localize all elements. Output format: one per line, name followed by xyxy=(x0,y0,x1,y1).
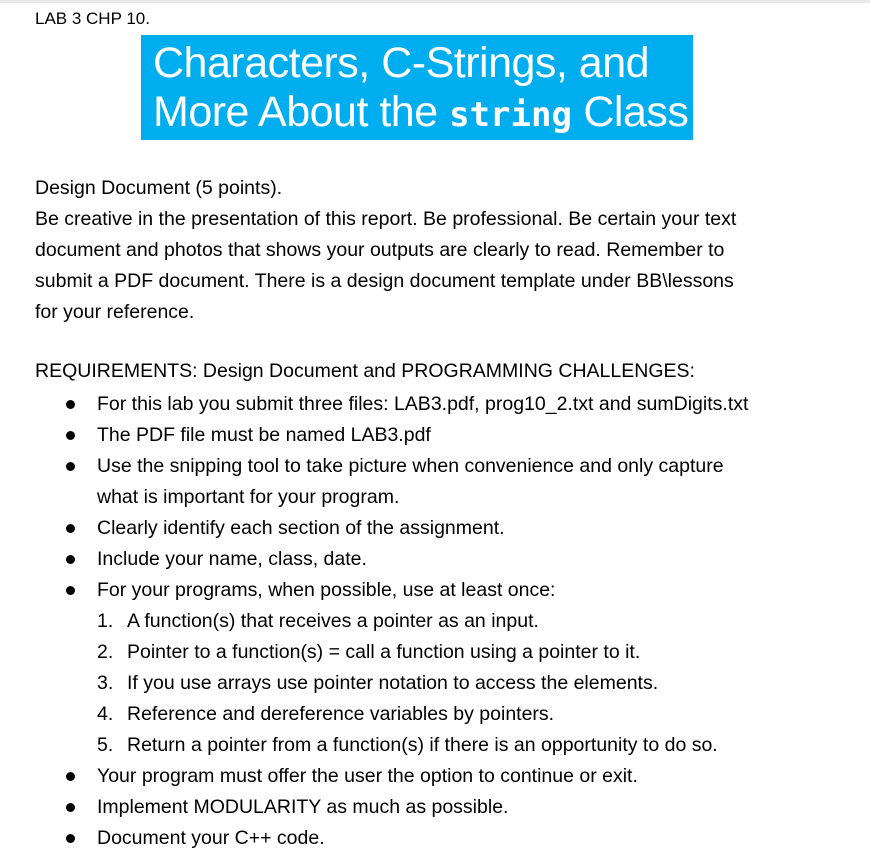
list-item-text: Your program must offer the user the option to continue or exit. xyxy=(97,765,638,787)
banner-line-1: Characters, C-Strings, and xyxy=(153,39,650,87)
item-number: 2. xyxy=(97,641,114,663)
design-text-line: submit a PDF document. There is a design document template under BB\lessons xyxy=(35,270,734,292)
list-item-text: The PDF file must be named LAB3.pdf xyxy=(97,424,431,446)
list-item-text: For your programs, when possible, use at least once: xyxy=(97,579,556,601)
bullet-icon xyxy=(66,400,75,409)
bullet-icon xyxy=(66,803,75,812)
bullet-icon xyxy=(66,524,75,533)
list-item-text: Clearly identify each section of the assignment. xyxy=(97,517,505,539)
numbered-item-text: A function(s) that receives a pointer as an input. xyxy=(127,610,539,632)
list-item-text: what is important for your program. xyxy=(97,486,400,508)
list-item xyxy=(0,792,870,823)
list-item xyxy=(0,513,870,544)
top-divider xyxy=(0,0,870,3)
numbered-item xyxy=(97,699,870,730)
numbered-item-text: Reference and dereference variables by pointers. xyxy=(127,703,555,725)
item-number: 5. xyxy=(97,734,114,756)
numbered-item xyxy=(97,668,870,699)
bullet-icon xyxy=(66,772,75,781)
bullet-icon xyxy=(66,431,75,440)
requirements-heading: REQUIREMENTS: Design Document and PROGRAMMING CHALLENGES: xyxy=(35,360,695,382)
list-item-text: Use the snipping tool to take picture when convenience and only capture xyxy=(97,455,724,477)
requirements-list xyxy=(0,389,870,854)
list-item xyxy=(0,451,870,513)
item-number: 1. xyxy=(97,610,114,632)
list-item xyxy=(0,575,870,761)
design-text-line: for your reference. xyxy=(35,301,195,323)
lab-header: LAB 3 CHP 10. xyxy=(35,9,150,28)
bullet-icon xyxy=(66,834,75,843)
numbered-item-text: Pointer to a function(s) = call a function using a pointer to it. xyxy=(127,641,641,663)
list-item xyxy=(0,823,870,854)
numbered-item-text: Return a pointer from a function(s) if there is an opportunity to do so. xyxy=(127,734,718,756)
numbered-item xyxy=(97,637,870,668)
list-item xyxy=(0,420,870,451)
bullet-icon xyxy=(66,462,75,471)
list-item-text: For this lab you submit three files: LAB3.pdf, prog10_2.txt and sumDigits.txt xyxy=(97,393,749,415)
list-item-text: Implement MODULARITY as much as possible. xyxy=(97,796,509,818)
bullet-icon xyxy=(66,555,75,564)
banner-text-suffix: Class xyxy=(571,88,689,136)
numbered-item-text: If you use arrays use pointer notation to access the elements. xyxy=(127,672,659,694)
design-heading: Design Document (5 points). xyxy=(35,177,283,199)
banner-code-word: string xyxy=(449,95,572,135)
design-document-section xyxy=(35,173,835,328)
item-number: 4. xyxy=(97,703,114,725)
design-text-line: Be creative in the presentation of this report. Be professional. Be certain your text xyxy=(35,208,737,230)
design-text-line: document and photos that shows your outputs are clearly to read. Remember to xyxy=(35,239,725,261)
list-item xyxy=(0,761,870,792)
list-item xyxy=(0,389,870,420)
banner-line-2 xyxy=(153,88,693,140)
banner-text-prefix: More About the xyxy=(153,88,450,136)
bullet-icon xyxy=(66,586,75,595)
item-number: 3. xyxy=(97,672,114,694)
numbered-sublist xyxy=(97,606,870,761)
numbered-item xyxy=(97,730,870,761)
list-item-text: Include your name, class, date. xyxy=(97,548,367,570)
numbered-item xyxy=(97,606,870,637)
chapter-title-banner xyxy=(141,35,693,140)
list-item xyxy=(0,544,870,575)
list-item-text: Document your C++ code. xyxy=(97,827,325,849)
